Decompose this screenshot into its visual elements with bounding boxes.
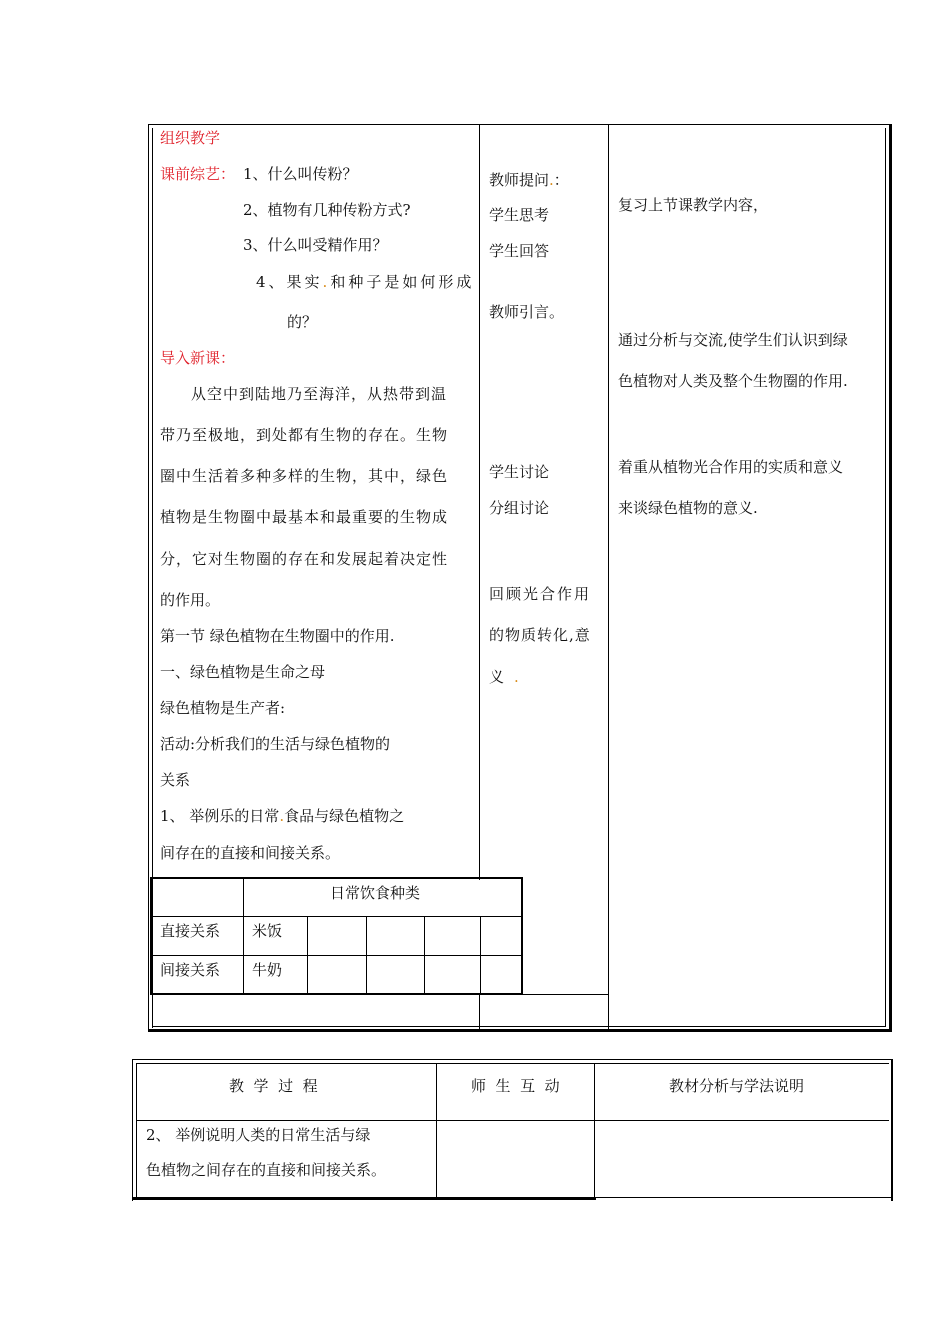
question-4c: 的？ — [287, 313, 318, 331]
food-row-indirect-label: 间接关系 — [160, 961, 221, 979]
note-analysis-2: 色植物对人类及整个生物圈的作用. — [618, 372, 848, 390]
student-think: 学生思考 — [489, 206, 550, 224]
question-4a: 4、果实 — [256, 273, 323, 291]
question-2: 2、植物有几种传粉方式? — [243, 201, 411, 219]
teacher-question: 教师提问 — [489, 171, 550, 189]
intro-line-6: 的作用。 — [160, 591, 221, 609]
intro-line-2: 带乃至极地，到处都有生物的存在。生物 — [160, 426, 449, 444]
section-title: 第一节 绿色植物在生物圈中的作用. — [160, 627, 395, 645]
teacher-intro: 教师引言。 — [489, 303, 565, 321]
intro-line-1: 从空中到陆地乃至海洋，从热带到温 — [191, 385, 448, 403]
food-row-direct-label: 直接关系 — [160, 922, 221, 940]
note-focus-1: 着重从植物光合作用的实质和意义 — [618, 458, 844, 476]
header-teaching-process: 教 学 过 程 — [229, 1077, 318, 1095]
food-row-direct-item: 米饭 — [252, 922, 283, 940]
heading-review: 课前综艺： — [160, 165, 236, 183]
lower-item-2-line-1: 2、 举例说明人类的日常生活与绿 — [146, 1126, 371, 1144]
heading-organize: 组织教学 — [160, 129, 221, 147]
item-1b: 食品与绿色植物之 — [284, 807, 405, 825]
item-1a: 1、 举例乐的日常 — [160, 807, 280, 825]
review-line-1: 回顾光合作用 — [489, 585, 592, 603]
student-discuss: 学生讨论 — [489, 463, 550, 481]
note-analysis-1: 通过分析与交流,使学生们认识到绿 — [618, 331, 848, 349]
subheading-mother-of-life: 一、绿色植物是生命之母 — [160, 663, 326, 681]
intro-line-3: 圈中生活着多种多样的生物，其中，绿色 — [160, 467, 449, 485]
activity-line-2: 关系 — [160, 771, 191, 789]
food-row-indirect-item: 牛奶 — [252, 961, 283, 979]
intro-line-5: 分，它对生物圈的存在和发展起着决定性 — [160, 550, 449, 568]
question-1: 1、什么叫传粉？ — [243, 165, 358, 183]
item-1c: 间存在的直接和间接关系。 — [160, 844, 341, 862]
food-table-header: 日常饮食种类 — [330, 884, 421, 902]
student-answer: 学生回答 — [489, 242, 550, 260]
subheading-producer: 绿色植物是生产者: — [160, 699, 286, 717]
note-focus-2: 来谈绿色植物的意义. — [618, 499, 758, 517]
intro-line-4: 植物是生物圈中最基本和最重要的生物成 — [160, 508, 449, 526]
question-3: 3、什么叫受精作用？ — [243, 236, 388, 254]
group-discuss: 分组讨论 — [489, 499, 550, 517]
review-line-3: 义 — [489, 668, 505, 686]
header-interaction: 师 生 互 动 — [471, 1077, 560, 1095]
question-4b: 和种子是如何形成 — [330, 273, 475, 291]
header-analysis: 教材分析与学法说明 — [669, 1077, 805, 1095]
note-review: 复习上节课教学内容， — [618, 196, 769, 214]
heading-new-lesson: 导入新课： — [160, 349, 236, 367]
activity-line-1: 活动:分析我们的生活与绿色植物的 — [160, 735, 391, 753]
lower-item-2-line-2: 色植物之间存在的直接和间接关系。 — [146, 1161, 387, 1179]
review-line-2: 的物质转化,意 — [489, 626, 591, 644]
